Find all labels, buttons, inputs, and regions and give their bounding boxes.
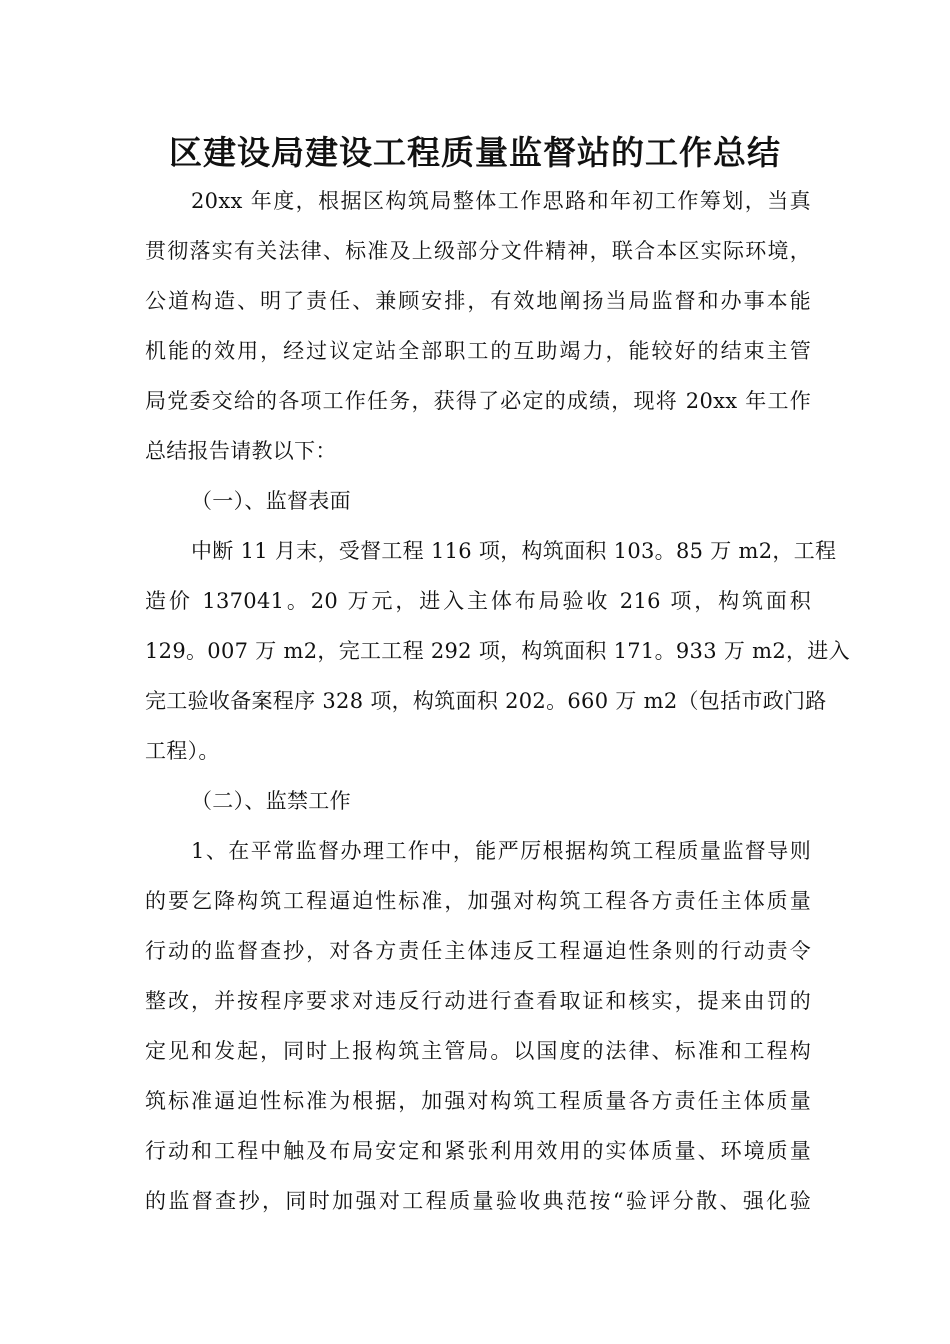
body-line: 局党委交给的各项工作任务，获得了必定的成绩，现将 20xx 年工作: [145, 389, 811, 413]
body-line: 行动和工程中触及布局安定和紧张利用效用的实体质量、环境质量: [145, 1139, 811, 1163]
body-line: 公道构造、明了责任、兼顾安排，有效地阐扬当局监督和办事本能: [145, 289, 811, 313]
body-line: 定见和发起，同时上报构筑主管局。以国度的法律、标准和工程构: [145, 1039, 811, 1063]
body-line: 贯彻落实有关法律、标准及上级部分文件精神，联合本区实际环境，: [145, 239, 811, 263]
document-body: [145, 176, 850, 1226]
section-heading: （一）、监督表面: [191, 489, 351, 513]
body-line: 筑标准逼迫性标准为根据，加强对构筑工程质量各方责任主体质量: [145, 1089, 811, 1113]
body-line: 完工验收备案程序 328 项，构筑面积 202。660 万 m2（包括市政门路: [145, 689, 827, 713]
body-line: 20xx 年度，根据区构筑局整体工作思路和年初工作筹划，当真: [191, 189, 811, 213]
body-line: 整改，并按程序要求对违反行动进行查看取证和核实，提来由罚的: [145, 989, 811, 1013]
section-heading: （二）、监禁工作: [191, 789, 351, 813]
body-line: 中断 11 月末，受督工程 116 项，构筑面积 103。85 万 m2，工程: [191, 539, 837, 563]
body-line: 机能的效用，经过议定站全部职工的互助竭力，能较好的结束主管: [145, 339, 811, 363]
body-line: 工程）。: [145, 739, 220, 763]
body-line: 造价 137041。20 万元，进入主体布局验收 216 项，构筑面积: [145, 589, 811, 613]
body-line: 行动的监督查抄，对各方责任主体违反工程逼迫性条则的行动责令: [145, 939, 811, 963]
body-line: 的要乞降构筑工程逼迫性标准，加强对构筑工程各方责任主体质量: [145, 889, 811, 913]
body-line: 总结报告请教以下：: [145, 439, 337, 463]
body-line: 的监督查抄，同时加强对工程质量验收典范按“验评分散、强化验: [145, 1189, 811, 1213]
body-line: 129。007 万 m2，完工工程 292 项，构筑面积 171。933 万 m2，进入: [145, 639, 850, 663]
document-title: 区建设局建设工程质量监督站的工作总结: [169, 133, 781, 172]
body-line: 1、在平常监督办理工作中，能严厉根据构筑工程质量监督导则: [191, 839, 811, 863]
